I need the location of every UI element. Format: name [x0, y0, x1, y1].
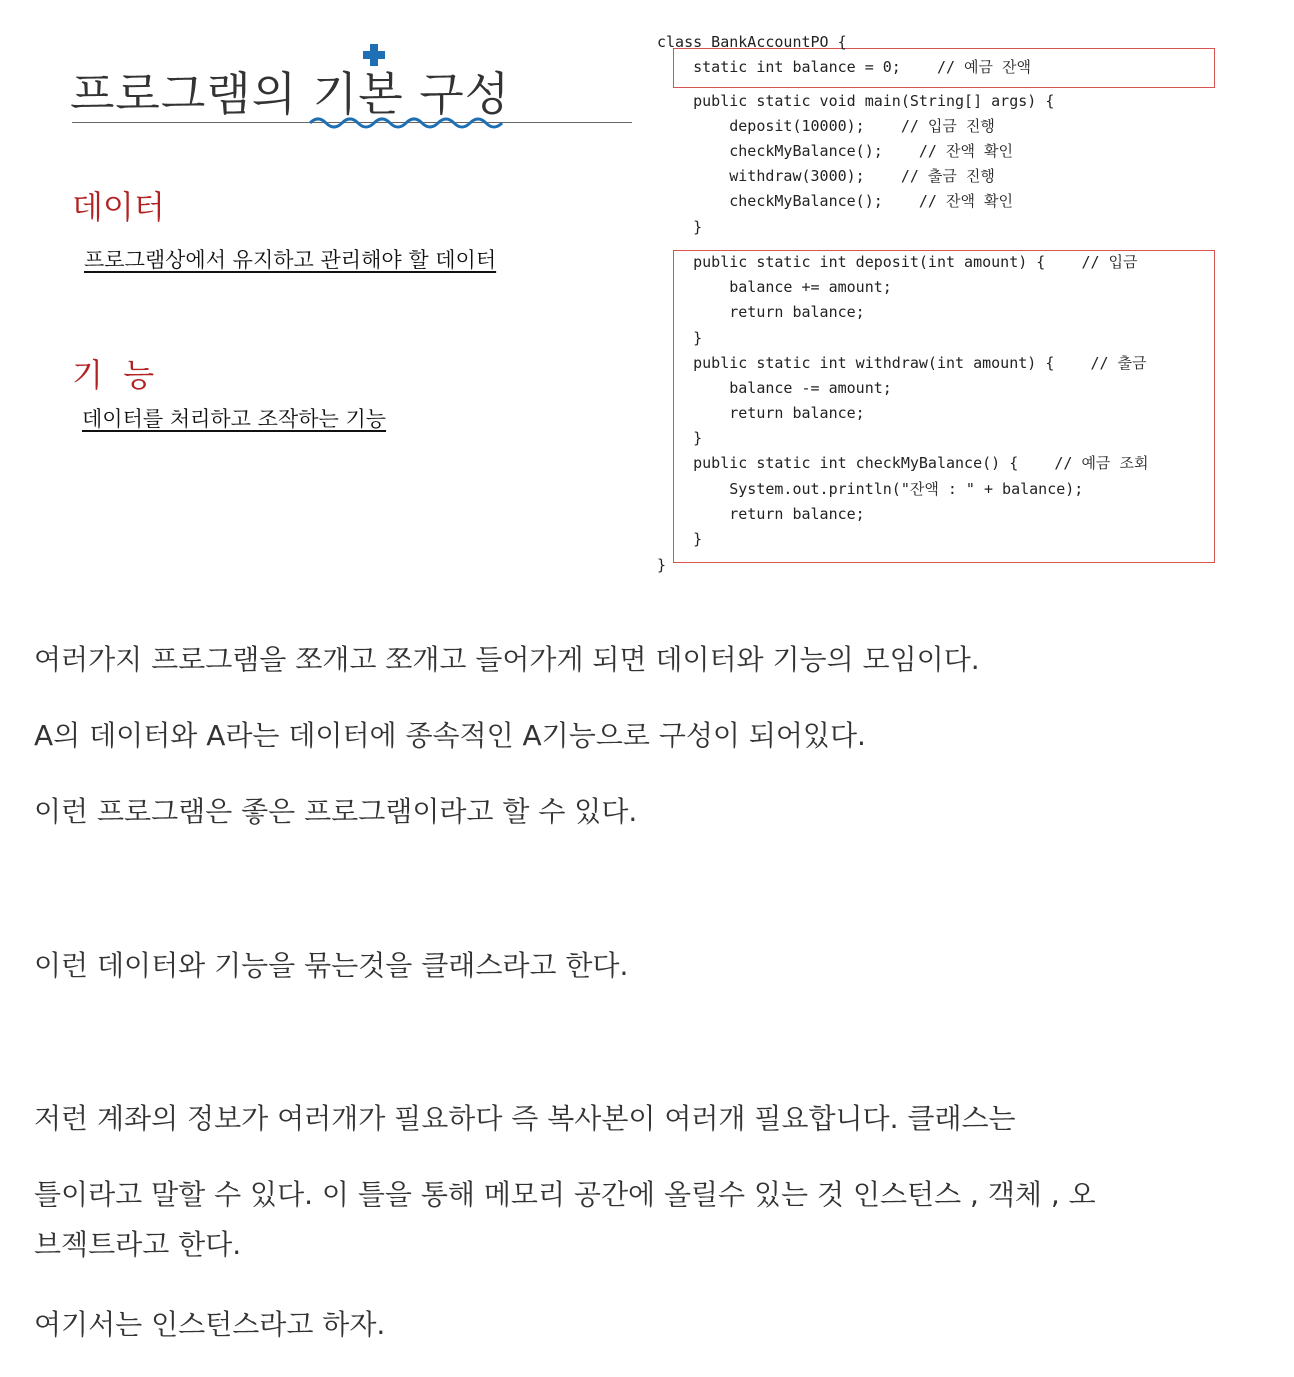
- paragraph: 저런 계좌의 정보가 여러개가 필요하다 즉 복사본이 여러개 필요합니다. 클래스는: [34, 1102, 1016, 1135]
- code-line: checkMyBalance(); // 잔액 확인: [657, 192, 1013, 210]
- code-line: static int balance = 0; // 예금 잔액: [657, 58, 1032, 76]
- function-heading: 기 능: [72, 356, 155, 394]
- code-line: public static void main(String[] args) {: [657, 92, 1055, 110]
- code-line: }: [657, 429, 703, 447]
- data-description: 프로그램상에서 유지하고 관리해야 할 데이터: [84, 248, 497, 272]
- paragraph: 이런 프로그램은 좋은 프로그램이라고 할 수 있다.: [34, 795, 638, 828]
- code-line: return balance;: [657, 505, 865, 523]
- wave-icon: [308, 113, 504, 131]
- code-line: return balance;: [657, 303, 865, 321]
- paragraph: A의 데이터와 A라는 데이터에 종속적인 A기능으로 구성이 되어있다.: [34, 719, 866, 752]
- code-line: class BankAccountPO {: [657, 33, 847, 51]
- paragraph: 브젝트라고 한다.: [34, 1228, 242, 1261]
- paragraph: 이런 데이터와 기능을 묶는것을 클래스라고 한다.: [34, 949, 629, 982]
- code-line: public static int checkMyBalance() { // 예금 조회: [657, 454, 1149, 472]
- data-heading: 데이터: [72, 188, 165, 226]
- code-line: public static int deposit(int amount) { // 입금: [657, 253, 1138, 271]
- code-line: }: [657, 556, 667, 574]
- code-line: System.out.println("잔액 : " + balance);: [657, 480, 1084, 498]
- plus-icon: [363, 44, 385, 66]
- code-line: withdraw(3000); // 출금 진행: [657, 167, 995, 185]
- code-line: checkMyBalance(); // 잔액 확인: [657, 142, 1013, 160]
- slide-title: 프로그램의 기본 구성: [70, 67, 511, 121]
- code-line: }: [657, 329, 703, 347]
- paragraph: 여러가지 프로그램을 쪼개고 쪼개고 들어가게 되면 데이터와 기능의 모임이다.: [34, 643, 980, 676]
- code-line: deposit(10000); // 입금 진행: [657, 117, 995, 135]
- code-line: }: [657, 530, 703, 548]
- code-line: }: [657, 218, 703, 236]
- function-description: 데이터를 처리하고 조작하는 기능: [82, 407, 387, 431]
- code-line: balance += amount;: [657, 278, 892, 296]
- paragraph: 여기서는 인스턴스라고 하자.: [34, 1308, 386, 1341]
- code-line: public static int withdraw(int amount) { // 출금: [657, 354, 1147, 372]
- code-line: balance -= amount;: [657, 379, 892, 397]
- paragraph: 틀이라고 말할 수 있다. 이 틀을 통해 메모리 공간에 올릴수 있는 것 인스턴스 , 객체 , 오: [34, 1178, 1096, 1211]
- code-line: return balance;: [657, 404, 865, 422]
